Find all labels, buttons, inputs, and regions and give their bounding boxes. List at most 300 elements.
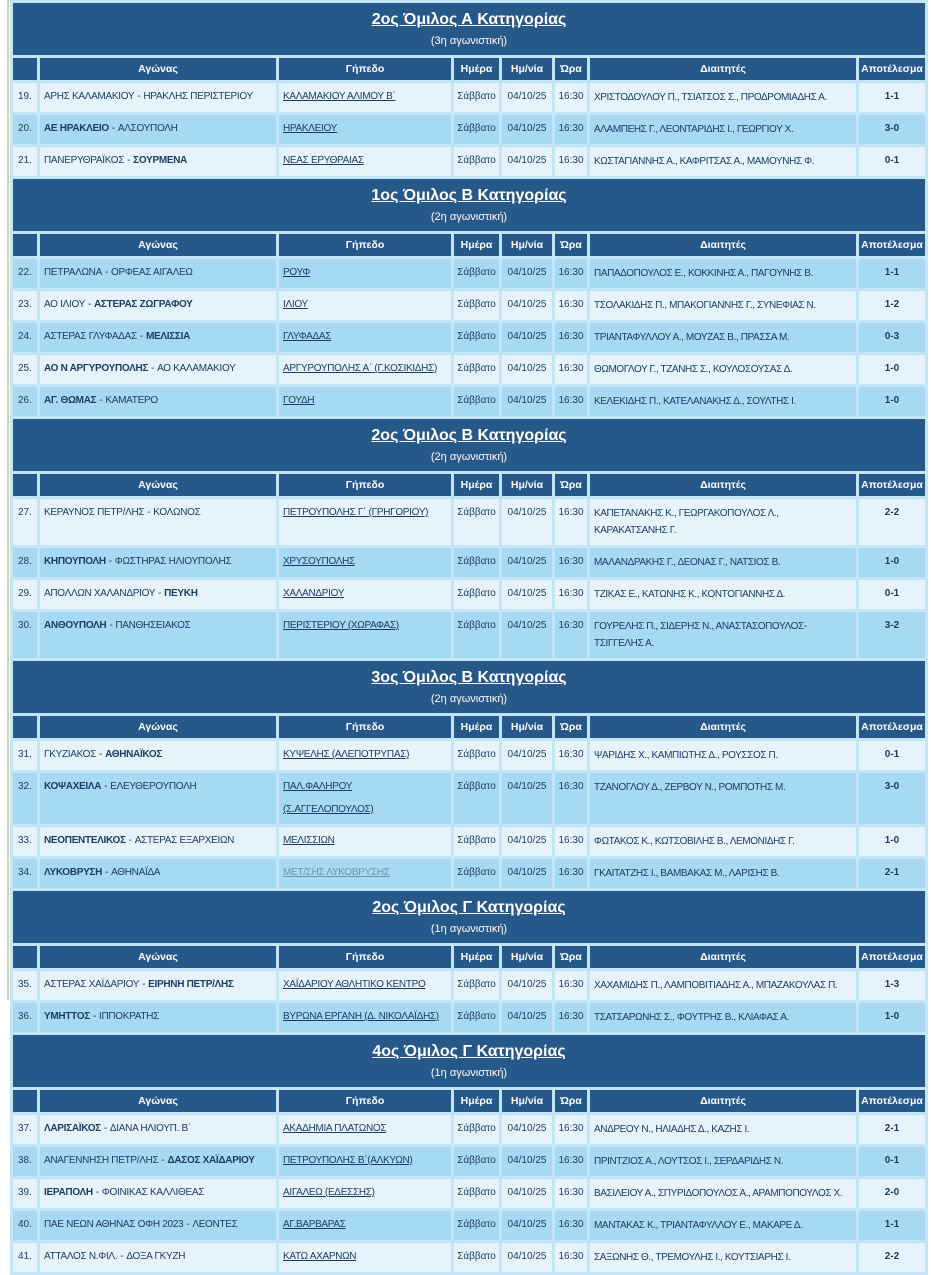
venue-name: ΠΕΤΡΟΥΠΟΛΗΣ Β΄(ΑΛΚΥΩΝ) [283, 1155, 413, 1166]
venue-cell [279, 548, 451, 577]
score: 2-1 [859, 859, 925, 888]
column-header-day: Ημέρα [454, 58, 499, 80]
referees: ΤΖΑΝΟΓΛΟΥ Δ., ΖΕΡΒΟΥ Ν., ΡΟΜΠΟΤΗΣ Μ. [590, 773, 856, 824]
row-number: 19. [13, 83, 37, 112]
referees: ΤΣΑΤΣΑΡΩΝΗΣ Σ., ΦΟΥΤΡΗΣ Β., ΚΛΙΑΦΑΣ Α. [590, 1003, 856, 1032]
section-title-link[interactable]: 1ος Όμιλος Β Κατηγορίας [371, 187, 567, 204]
match-day: Σάββατο [454, 387, 499, 416]
venue-link[interactable] [283, 123, 337, 134]
venue-cell [279, 741, 451, 770]
away-team: ΠΑΝΘΗΣΕΙΑΚΟΣ [115, 620, 191, 631]
venue-cell [279, 499, 451, 545]
column-header-time: Ώρα [555, 716, 587, 738]
referees: ΤΖΙΚΑΣ Ε., ΚΑΤΩΝΗΣ Κ., ΚΟΝΤΟΓΙΑΝΝΗΣ Δ. [590, 580, 856, 609]
venue-link[interactable] [283, 331, 331, 342]
match-day: Σάββατο [454, 859, 499, 888]
venue-link[interactable] [283, 749, 409, 760]
referees: ΦΩΤΑΚΟΣ Κ., ΚΩΤΣΟΒΙΛΗΣ Β., ΛΕΜΟΝΙΔΗΣ Γ. [590, 827, 856, 856]
column-header-result: Αποτέλεσμα [859, 1090, 925, 1112]
venue-cell [279, 1003, 451, 1032]
venue-link[interactable] [283, 835, 335, 846]
score: 1-0 [859, 387, 925, 416]
kickoff-time: 16:30 [555, 1243, 587, 1272]
match-date: 04/10/25 [502, 741, 552, 770]
column-header-referees: Διαιτητές [590, 474, 856, 496]
match-date: 04/10/25 [502, 499, 552, 545]
venue-link[interactable] [283, 507, 428, 518]
score: 1-1 [859, 83, 925, 112]
match-row [13, 147, 925, 176]
team-separator: - [99, 749, 103, 760]
match-day: Σάββατο [454, 259, 499, 288]
column-header-row [13, 946, 925, 968]
match-cell [40, 1211, 276, 1240]
home-team: ΛΑΡΙΣΑΪΚΟΣ [44, 1123, 101, 1134]
venue-link[interactable] [283, 867, 390, 878]
match-date: 04/10/25 [502, 83, 552, 112]
team-separator: - [108, 556, 112, 567]
kickoff-time: 16:30 [555, 115, 587, 144]
venue-cell [279, 115, 451, 144]
column-header-referees: Διαιτητές [590, 946, 856, 968]
match-date: 04/10/25 [502, 1147, 552, 1176]
match-row [13, 741, 925, 770]
section-header-band [13, 661, 925, 713]
column-header-day: Ημέρα [454, 474, 499, 496]
team-separator: - [103, 1123, 107, 1134]
venue-link[interactable] [283, 781, 447, 817]
column-header-referees: Διαιτητές [590, 1090, 856, 1112]
home-team: ΑΝΘΟΥΠΟΛΗ [44, 620, 107, 631]
match-cell [40, 773, 276, 824]
match-row [13, 1147, 925, 1176]
match-row [13, 291, 925, 320]
home-team: ΑΝΑΓΕΝΝΗΣΗ ΠΕΤΡ/ΛΗΣ [44, 1155, 159, 1166]
column-header-match: Αγώνας [40, 234, 276, 256]
venue-cell [279, 355, 451, 384]
match-date: 04/10/25 [502, 548, 552, 577]
row-number: 38. [13, 1147, 37, 1176]
venue-link[interactable] [283, 1123, 386, 1134]
section-header-band [13, 419, 925, 471]
away-team: ΛΕΟΝΤΕΣ [192, 1219, 238, 1230]
score: 0-1 [859, 580, 925, 609]
row-number: 25. [13, 355, 37, 384]
match-row [13, 773, 925, 824]
venue-name: ΗΡΑΚΛΕΙΟΥ [283, 123, 338, 134]
kickoff-time: 16:30 [555, 387, 587, 416]
venue-name-line2: (Σ.ΑΓΓΕΛΟΠΟΥΛΟΣ) [283, 804, 374, 815]
matchday-label: (3η αγωνιστική) [430, 35, 508, 47]
referees: ΠΡΙΝΤΖΙΟΣ Α., ΛΟΥΤΣΟΣ Ι., ΣΕΡΔΑΡΙΔΗΣ Ν. [590, 1147, 856, 1176]
team-separator: - [139, 331, 143, 342]
match-date: 04/10/25 [502, 827, 552, 856]
score: 0-3 [859, 323, 925, 352]
match-row [13, 548, 925, 577]
section-title-link[interactable]: 2ος Όμιλος Β Κατηγορίας [371, 427, 567, 444]
match-day: Σάββατο [454, 612, 499, 658]
match-day: Σάββατο [454, 83, 499, 112]
kickoff-time: 16:30 [555, 83, 587, 112]
team-separator: - [158, 588, 162, 599]
match-date: 04/10/25 [502, 1211, 552, 1240]
team-separator: - [161, 1155, 165, 1166]
section-header-band [13, 891, 925, 943]
section-rows [13, 971, 925, 1032]
home-team: ΝΕΟΠΕΝΤΕΛΙΚΟΣ [44, 835, 126, 846]
referees: ΧΑΧΑΜΙΔΗΣ Π., ΛΑΜΠΟΒΙΤΙΑΔΗΣ Α., ΜΠΑΖΑΚΟΥΛΑΣ Π. [590, 971, 856, 1000]
team-separator: - [99, 395, 103, 406]
column-header-venue: Γήπεδο [279, 234, 451, 256]
score: 2-1 [859, 1115, 925, 1144]
home-team: ΑΟ Ν ΑΡΓΥΡΟΥΠΟΛΗΣ [44, 363, 149, 374]
match-cell [40, 259, 276, 288]
kickoff-time: 16:30 [555, 1147, 587, 1176]
venue-name: ΚΑΛΑΜΑΚΙΟΥ ΑΛΙΜΟΥ Β΄ [283, 91, 396, 102]
referees: ΓΟΥΡΕΛΗΣ Π., ΣΙΔΕΡΗΣ Ν., ΑΝΑΣΤΑΣΟΠΟΥΛΟΣ-ΤΣΙΓΓΕΛΗΣ Α. [590, 612, 856, 658]
section-title-link[interactable]: 2ος Όμιλος Γ Κατηγορίας [372, 899, 566, 916]
referees: ΠΑΠΑΔΟΠΟΥΛΟΣ Ε., ΚΟΚΚΙΝΗΣ Α., ΠΑΓΟΥΝΗΣ Β. [590, 259, 856, 288]
venue-name: ΧΑΛΑΝΔΡΙΟΥ [283, 588, 345, 599]
venue-link[interactable] [283, 1011, 439, 1022]
venue-cell [279, 323, 451, 352]
away-team: ΙΠΠΟΚΡΑΤΗΣ [98, 1011, 160, 1022]
match-row [13, 387, 925, 416]
away-team: ΑΛΣΟΥΠΟΛΗ [117, 123, 178, 134]
referees: ΧΡΙΣΤΟΔΟΥΛΟΥ Π., ΤΣΙΑΤΣΟΣ Σ., ΠΡΟΔΡΟΜΙΑΔΗΣ Α. [590, 83, 856, 112]
column-header-date: Ημ/νία [502, 716, 552, 738]
venue-link[interactable] [283, 1251, 356, 1262]
row-number: 24. [13, 323, 37, 352]
column-header-date: Ημ/νία [502, 946, 552, 968]
section-rows [13, 741, 925, 888]
match-day: Σάββατο [454, 291, 499, 320]
match-date: 04/10/25 [502, 323, 552, 352]
match-day: Σάββατο [454, 115, 499, 144]
match-date: 04/10/25 [502, 580, 552, 609]
column-header-referees: Διαιτητές [590, 58, 856, 80]
team-separator: - [142, 979, 146, 990]
score: 1-0 [859, 1003, 925, 1032]
column-header-time: Ώρα [555, 474, 587, 496]
column-header-time: Ώρα [555, 1090, 587, 1112]
match-row [13, 259, 925, 288]
column-header-match: Αγώνας [40, 716, 276, 738]
referees: ΣΑΞΩΝΗΣ Θ., ΤΡΕΜΟΥΛΗΣ Ι., ΚΟΥΤΣΙΑΡΗΣ Ι. [590, 1243, 856, 1272]
venue-cell [279, 859, 451, 888]
match-cell [40, 971, 276, 1000]
venue-name: ΓΛΥΦΑΔΑΣ [283, 331, 332, 342]
match-row [13, 1243, 925, 1272]
column-header-date: Ημ/νία [502, 234, 552, 256]
home-team: ΑΣΤΕΡΑΣ ΧΑΪΔΑΡΙΟΥ [44, 979, 140, 990]
score: 2-0 [859, 1179, 925, 1208]
section-rows [13, 499, 925, 658]
score: 3-2 [859, 612, 925, 658]
score: 0-1 [859, 741, 925, 770]
match-date: 04/10/25 [502, 1243, 552, 1272]
column-header-result: Αποτέλεσμα [859, 946, 925, 968]
match-cell [40, 612, 276, 658]
column-header-row [13, 58, 925, 80]
score: 1-0 [859, 827, 925, 856]
referees: ΘΩΜΟΓΛΟΥ Γ., ΤΖΑΝΗΣ Σ., ΚΟΥΛΟΣΟΥΣΑΣ Δ. [590, 355, 856, 384]
team-separator: - [128, 835, 132, 846]
match-cell [40, 323, 276, 352]
match-cell [40, 115, 276, 144]
venue-link[interactable] [283, 979, 425, 990]
matchday-label: (2η αγωνιστική) [430, 693, 508, 705]
match-day: Σάββατο [454, 1211, 499, 1240]
kickoff-time: 16:30 [555, 323, 587, 352]
column-header-venue: Γήπεδο [279, 474, 451, 496]
matchday-label: (2η αγωνιστική) [430, 211, 508, 223]
venue-link[interactable] [283, 620, 399, 631]
kickoff-time: 16:30 [555, 859, 587, 888]
team-separator: - [87, 299, 92, 310]
away-team: ΚΑΜΑΤΕΡΟ [105, 395, 158, 406]
match-cell [40, 827, 276, 856]
column-header-date: Ημ/νία [502, 1090, 552, 1112]
match-cell [40, 387, 276, 416]
row-number: 23. [13, 291, 37, 320]
venue-name: ΓΟΥΔΗ [283, 395, 315, 406]
column-header-time: Ώρα [555, 946, 587, 968]
matchday-label: (1η αγωνιστική) [430, 923, 508, 935]
home-team: ΑΠΟΛΛΩΝ ΧΑΛΑΝΔΡΙΟΥ [44, 588, 156, 599]
kickoff-time: 16:30 [555, 580, 587, 609]
kickoff-time: 16:30 [555, 355, 587, 384]
referees: ΑΝΔΡΕΟΥ Ν., ΗΛΙΑΔΗΣ Δ., ΚΑΖΗΣ Ι. [590, 1115, 856, 1144]
away-team: ΔΙΑΝΑ ΗΛΙΟΥΠ. Β΄ [109, 1123, 191, 1134]
column-header-result: Αποτέλεσμα [859, 474, 925, 496]
match-cell [40, 1003, 276, 1032]
column-header-day: Ημέρα [454, 1090, 499, 1112]
venue-link[interactable] [283, 363, 437, 374]
kickoff-time: 16:30 [555, 827, 587, 856]
team-separator: - [147, 507, 151, 518]
team-separator: - [105, 867, 109, 878]
column-header-venue: Γήπεδο [279, 946, 451, 968]
kickoff-time: 16:30 [555, 548, 587, 577]
venue-cell [279, 580, 451, 609]
venue-name: ΡΟΥΦ [283, 267, 311, 278]
match-row [13, 1179, 925, 1208]
venue-link[interactable] [283, 1219, 346, 1230]
away-team: ΑΘΗΝΑΪΔΑ [111, 867, 161, 878]
venue-cell [279, 827, 451, 856]
kickoff-time: 16:30 [555, 1003, 587, 1032]
row-number: 31. [13, 741, 37, 770]
match-day: Σάββατο [454, 827, 499, 856]
team-separator: - [92, 1011, 96, 1022]
match-day: Σάββατο [454, 1147, 499, 1176]
venue-cell [279, 291, 451, 320]
away-team: ΟΡΦΕΑΣ ΑΙΓΑΛΕΩ [110, 267, 193, 278]
match-day: Σάββατο [454, 147, 499, 176]
venue-link[interactable] [283, 556, 355, 567]
kickoff-time: 16:30 [555, 612, 587, 658]
section-header-band [13, 179, 925, 231]
venue-link[interactable] [283, 395, 314, 406]
match-cell [40, 499, 276, 545]
column-header-number [13, 474, 37, 496]
page-edge-accent-line [7, 0, 9, 1000]
home-team: ΚΕΡΑΥΝΟΣ ΠΕΤΡ/ΛΗΣ [44, 507, 145, 518]
column-header-day: Ημέρα [454, 946, 499, 968]
venue-name: ΚΥΨΕΛΗΣ (ΑΛΕΠΟΤΡΥΠΑΣ) [283, 749, 410, 760]
away-team: ΑΣΤΕΡΑΣ ΕΞΑΡΧΕΙΩΝ [134, 835, 235, 846]
row-number: 39. [13, 1179, 37, 1208]
section-rows [13, 259, 925, 416]
venue-link[interactable] [283, 155, 364, 166]
section-rows [13, 1115, 925, 1272]
score: 1-3 [859, 971, 925, 1000]
match-row [13, 355, 925, 384]
row-number: 28. [13, 548, 37, 577]
away-team: ΜΕΛΙΣΣΙΑ [145, 331, 191, 342]
venue-cell [279, 83, 451, 112]
venue-cell [279, 1115, 451, 1144]
column-header-number [13, 946, 37, 968]
column-header-result: Αποτέλεσμα [859, 716, 925, 738]
section-rows [13, 83, 925, 176]
match-day: Σάββατο [454, 1003, 499, 1032]
venue-link[interactable] [283, 1187, 375, 1198]
score: 3-0 [859, 773, 925, 824]
section-header-band [13, 1035, 925, 1087]
results-page [10, 0, 928, 1275]
row-number: 21. [13, 147, 37, 176]
column-header-time: Ώρα [555, 234, 587, 256]
column-header-date: Ημ/νία [502, 474, 552, 496]
away-team: ΔΟΞΑ ΓΚΥΖΗ [126, 1251, 186, 1262]
section-title-link[interactable]: 2ος Όμιλος Α Κατηγορίας [371, 11, 567, 28]
away-team: ΑΣΤΕΡΑΣ ΖΩΓΡΑΦΟΥ [94, 299, 193, 310]
league-section [13, 179, 925, 416]
home-team: ΥΜΗΤΤΟΣ [44, 1011, 90, 1022]
referees: ΨΑΡΙΔΗΣ Χ., ΚΑΜΠΙΩΤΗΣ Δ., ΡΟΥΣΣΟΣ Π. [590, 741, 856, 770]
venue-link[interactable] [283, 299, 308, 310]
match-cell [40, 580, 276, 609]
row-number: 22. [13, 259, 37, 288]
section-title-link[interactable]: 4ος Όμιλος Γ Κατηγορίας [372, 1043, 566, 1060]
match-date: 04/10/25 [502, 1003, 552, 1032]
referees: ΚΕΛΕΚΙΔΗΣ Π., ΚΑΤΕΛΑΝΑΚΗΣ Δ., ΣΟΥΛΤΗΣ Ι. [590, 387, 856, 416]
match-day: Σάββατο [454, 741, 499, 770]
column-header-venue: Γήπεδο [279, 716, 451, 738]
venue-name: ΙΛΙΟΥ [283, 299, 308, 310]
section-title-link[interactable]: 3ος Όμιλος Β Κατηγορίας [371, 669, 567, 686]
venue-link[interactable] [283, 267, 310, 278]
column-header-date: Ημ/νία [502, 58, 552, 80]
home-team: ΑΣΤΕΡΑΣ ΓΛΥΦΑΔΑΣ [44, 331, 137, 342]
team-separator: - [137, 91, 141, 102]
venue-name: ΑΡΓΥΡΟΥΠΟΛΗΣ Α΄ (Γ.ΚΟΣΙΚΙΔΗΣ) [283, 363, 438, 374]
away-team: ΑΘΗΝΑΪΚΟΣ [105, 749, 163, 760]
venue-name: ΑΓ.ΒΑΡΒΑΡΑΣ [283, 1219, 346, 1230]
home-team: ΑΡΗΣ ΚΑΛΑΜΑΚΙΟΥ [44, 91, 135, 102]
venue-name: ΜΕΛΙΣΣΙΩΝ [283, 835, 335, 846]
referees: ΚΩΣΤΑΓΙΑΝΝΗΣ Α., ΚΑΦΡΙΤΣΑΣ Α., ΜΑΜΟΥΝΗΣ Φ. [590, 147, 856, 176]
venue-cell [279, 1179, 451, 1208]
match-cell [40, 83, 276, 112]
team-separator: - [104, 781, 108, 792]
venue-name: ΧΡΥΣΟΥΠΟΛΗΣ [283, 556, 355, 567]
venue-link[interactable] [283, 91, 396, 102]
match-date: 04/10/25 [502, 147, 552, 176]
kickoff-time: 16:30 [555, 291, 587, 320]
venue-cell [279, 1243, 451, 1272]
match-day: Σάββατο [454, 773, 499, 824]
home-team: ΙΕΡΑΠΟΛΗ [44, 1187, 93, 1198]
match-date: 04/10/25 [502, 1179, 552, 1208]
home-team: ΠΑΕ ΝΕΩΝ ΑΘΗΝΑΣ ΟΦΗ 2023 [44, 1219, 184, 1230]
referees: ΤΡΙΑΝΤΑΦΥΛΛΟΥ Α., ΜΟΥΖΑΣ Β., ΠΡΑΣΣΑ Μ. [590, 323, 856, 352]
home-team: ΑΤΤΑΛΟΣ Ν.ΦΙΛ. [44, 1251, 118, 1262]
column-header-result: Αποτέλεσμα [859, 58, 925, 80]
column-header-row [13, 1090, 925, 1112]
match-cell [40, 147, 276, 176]
match-row [13, 323, 925, 352]
home-team: ΠΕΤΡΑΛΩΝΑ [44, 267, 102, 278]
match-cell [40, 355, 276, 384]
venue-link[interactable] [283, 1155, 412, 1166]
league-section [13, 891, 925, 1032]
match-row [13, 580, 925, 609]
venue-name: ΑΙΓΑΛΕΩ (ΕΔΕΣΣΗΣ) [283, 1187, 375, 1198]
venue-link[interactable] [283, 588, 344, 599]
match-day: Σάββατο [454, 971, 499, 1000]
away-team: ΕΙΡΗΝΗ ΠΕΤΡ/ΛΗΣ [148, 979, 234, 990]
kickoff-time: 16:30 [555, 971, 587, 1000]
match-cell [40, 548, 276, 577]
match-cell [40, 859, 276, 888]
match-cell [40, 1115, 276, 1144]
referees: ΓΚΑΙΤΑΤΖΗΣ Ι., ΒΑΜΒΑΚΑΣ Μ., ΛΑΡΙΣΗΣ Β. [590, 859, 856, 888]
away-team: ΗΡΑΚΛΗΣ ΠΕΡΙΣΤΕΡΙΟΥ [143, 91, 253, 102]
column-header-venue: Γήπεδο [279, 1090, 451, 1112]
match-row [13, 83, 925, 112]
column-header-number [13, 716, 37, 738]
away-team: ΣΟΥΡΜΕΝΑ [133, 155, 188, 166]
match-date: 04/10/25 [502, 612, 552, 658]
home-team: ΓΚΥΖΙΑΚΟΣ [44, 749, 97, 760]
home-team: ΚΗΠΟΥΠΟΛΗ [44, 556, 106, 567]
kickoff-time: 16:30 [555, 1211, 587, 1240]
away-team: ΕΛΕΥΘΕΡΟΥΠΟΛΗ [110, 781, 197, 792]
venue-name: ΜΕΤ/ΣΗΣ ΛΥΚΟΒΡΥΣΗΣ [283, 867, 390, 878]
away-team: ΔΑΣΟΣ ΧΑΪΔΑΡΙΟΥ [167, 1155, 255, 1166]
score: 1-2 [859, 291, 925, 320]
venue-name: ΝΕΑΣ ΕΡΥΘΡΑΙΑΣ [283, 155, 364, 166]
row-number: 33. [13, 827, 37, 856]
match-row [13, 971, 925, 1000]
kickoff-time: 16:30 [555, 259, 587, 288]
match-day: Σάββατο [454, 1115, 499, 1144]
venue-cell [279, 773, 451, 824]
score: 0-1 [859, 1147, 925, 1176]
matchday-label: (2η αγωνιστική) [430, 451, 508, 463]
column-header-match: Αγώνας [40, 58, 276, 80]
column-header-number [13, 234, 37, 256]
away-team: ΚΟΛΩΝΟΣ [153, 507, 201, 518]
match-date: 04/10/25 [502, 387, 552, 416]
venue-name: ΠΕΤΡΟΥΠΟΛΗΣ Γ΄ (ΓΡΗΓΟΡΙΟΥ) [283, 507, 429, 518]
match-row [13, 859, 925, 888]
kickoff-time: 16:30 [555, 499, 587, 545]
venue-cell [279, 612, 451, 658]
